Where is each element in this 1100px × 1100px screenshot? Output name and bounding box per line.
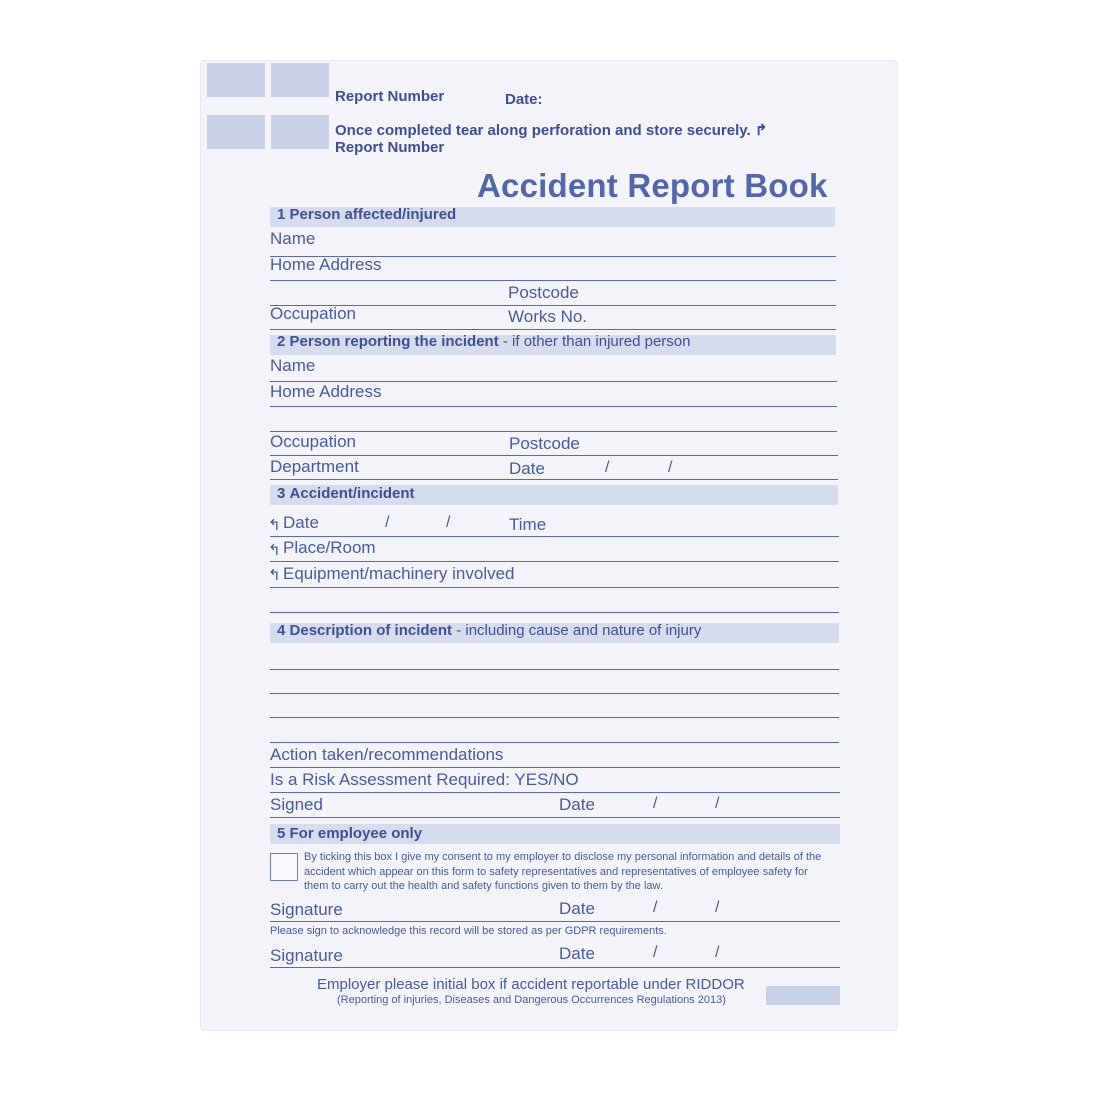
report-number-box-2	[271, 63, 329, 97]
s2-date-slash-1: /	[605, 459, 610, 476]
s3-date-label: Date	[283, 513, 319, 532]
section2-heading: 2 Person reporting the incident - if other than injured person	[277, 333, 691, 350]
s1-home-address-label: Home Address	[270, 255, 382, 274]
s5-date-2-slash-2: /	[715, 944, 720, 961]
report-number-box-3	[207, 115, 265, 149]
section4-heading: 4 Description of incident - including cause and nature of injury	[277, 622, 702, 639]
s4-date-label: Date	[559, 795, 595, 814]
s5-date-2-slash-1: /	[653, 944, 658, 961]
s3-date-line[interactable]	[270, 536, 839, 537]
tear-arrow-icon: ↱	[754, 122, 768, 139]
return-arrow-icon: ↰	[268, 567, 281, 584]
section5-heading: 5 For employee only	[277, 825, 423, 842]
s5-date-slash-2: /	[715, 899, 720, 916]
riddor-instruction: Employer please initial box if accident reportable under RIDDOR	[317, 976, 745, 993]
s4-date-slash-1: /	[653, 795, 658, 812]
s2-postcode-label: Postcode	[509, 434, 580, 453]
s5-signature-label: Signature	[270, 900, 343, 919]
s3-time-label: Time	[509, 515, 547, 534]
s5-signature-2-line[interactable]	[270, 967, 840, 968]
s2-occupation-label: Occupation	[270, 432, 356, 451]
s3-place-line[interactable]	[270, 561, 839, 562]
s3-date-slash-1: /	[385, 514, 390, 531]
report-number-box-4	[271, 115, 329, 149]
s3-place-label: Place/Room	[283, 538, 376, 557]
s1-works-no-label: Works No.	[508, 307, 588, 326]
riddor-initial-box[interactable]	[766, 986, 840, 1005]
s4-action-line[interactable]	[270, 767, 840, 768]
s2-name-label: Name	[270, 356, 316, 375]
consent-checkbox[interactable]	[270, 853, 298, 881]
s1-occupation-label: Occupation	[270, 304, 356, 323]
s2-date-slash-2: /	[668, 459, 673, 476]
report-form-page	[201, 61, 897, 1030]
s2-date-label: Date	[509, 459, 545, 478]
s2-occupation-line[interactable]	[270, 455, 838, 456]
s5-date-2-label: Date	[559, 944, 595, 963]
s1-name-label: Name	[270, 229, 316, 248]
s3-date-slash-2: /	[446, 514, 451, 531]
s5-signature-2-label: Signature	[270, 946, 343, 965]
s4-risk-line[interactable]	[270, 792, 840, 793]
s3-equipment-line-1[interactable]	[270, 587, 839, 588]
s1-occupation-line[interactable]	[270, 329, 836, 330]
s3-equipment-label: Equipment/machinery involved	[283, 564, 515, 583]
s4-date-slash-2: /	[715, 795, 720, 812]
report-number-label-stub: Report Number	[335, 139, 445, 156]
s4-description-line-2[interactable]	[270, 693, 839, 694]
return-arrow-icon: ↰	[268, 542, 281, 559]
s4-description-line-1[interactable]	[270, 669, 839, 670]
s4-description-line-4[interactable]	[270, 742, 839, 743]
consent-text: By ticking this box I give my consent to my employer to disclose my personal information and details of the accident which appear on this form to safety representatives and representatives of employee safety for them to carry out the health and safety functions given to them by the law.	[304, 851, 822, 892]
s4-risk-assessment-label: Is a Risk Assessment Required: YES/NO	[270, 770, 579, 789]
riddor-full-name: (Reporting of injuries, Diseases and Dangerous Occurrences Regulations 2013)	[337, 994, 726, 1006]
s4-description-line-3[interactable]	[270, 717, 839, 718]
s5-date-label: Date	[559, 899, 595, 918]
s3-equipment-line-2[interactable]	[270, 612, 839, 613]
s2-department-label: Department	[270, 457, 359, 476]
s2-department-line[interactable]	[270, 479, 838, 480]
section1-heading: 1 Person affected/injured	[277, 206, 457, 223]
return-arrow-icon: ↰	[268, 517, 281, 534]
report-number-label: Report Number	[335, 88, 445, 105]
s4-action-label: Action taken/recommendations	[270, 745, 504, 764]
page-title: Accident Report Book	[477, 167, 828, 204]
s1-address-line-1[interactable]	[270, 280, 836, 281]
section3-heading: 3 Accident/incident	[277, 485, 415, 502]
s5-date-slash-1: /	[653, 899, 658, 916]
s5-signature-line[interactable]	[270, 921, 840, 922]
header-date-label: Date:	[505, 91, 543, 108]
tear-instruction: Once completed tear along perforation and store securely. ↱	[335, 122, 768, 139]
s1-postcode-label: Postcode	[508, 283, 579, 302]
gdpr-note: Please sign to acknowledge this record will be stored as per GDPR requirements.	[270, 925, 667, 937]
s4-signed-line[interactable]	[270, 817, 840, 818]
s2-address-line-1[interactable]	[270, 406, 837, 407]
s4-signed-label: Signed	[270, 795, 323, 814]
s2-home-address-label: Home Address	[270, 382, 382, 401]
report-number-box-1	[207, 63, 265, 97]
